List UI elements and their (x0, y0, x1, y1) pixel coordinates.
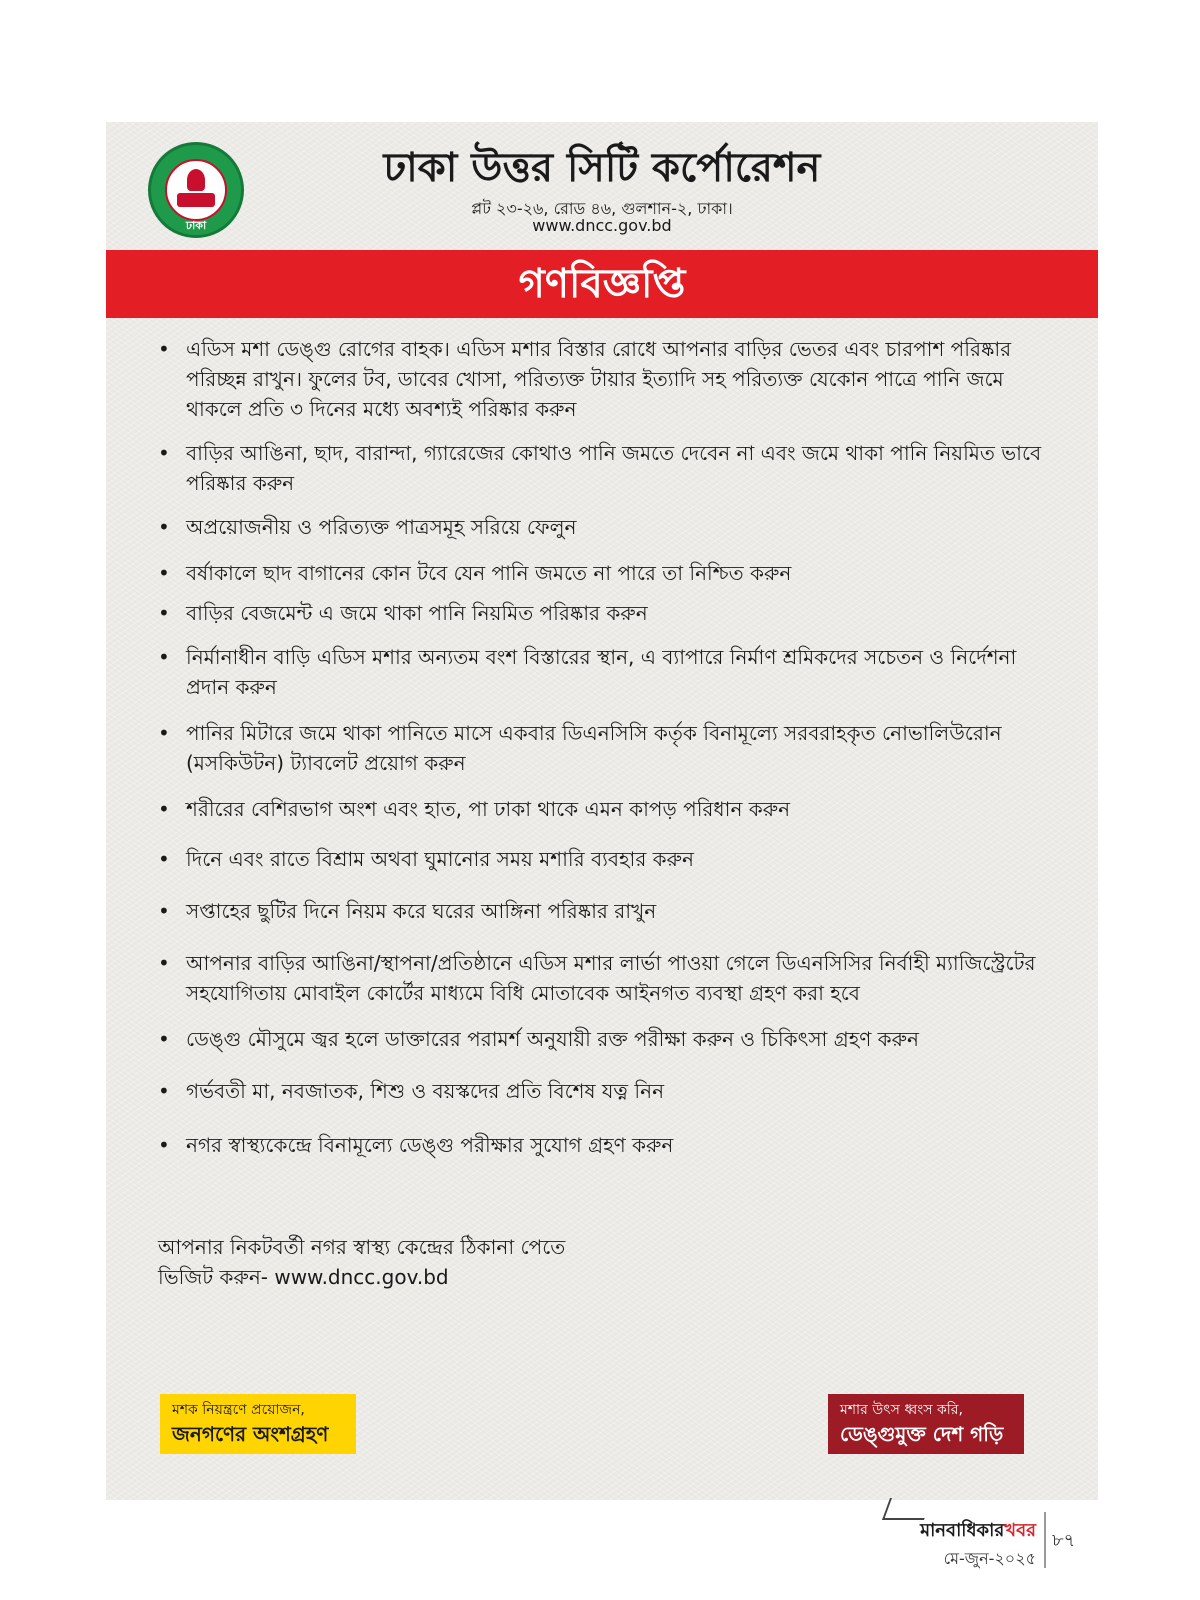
magazine-name (858, 1516, 1036, 1547)
slogan-right-line1: মশার উৎস ধ্বংস করি, (840, 1402, 963, 1418)
organization-title: ঢাকা উত্তর সিটি কর্পোরেশন (383, 145, 821, 191)
bullet-icon: • (158, 1027, 170, 1051)
list-item (158, 598, 1046, 628)
point-text: অপ্রয়োজনীয় ও পরিত্যক্ত পাত্রসমূহ সরিয়ে ফেলুন (186, 515, 577, 539)
slogan-badge-left (160, 1394, 356, 1454)
list-item (158, 1130, 1046, 1160)
slogan-badge-right (828, 1394, 1024, 1454)
bullet-icon: • (158, 1133, 170, 1157)
bullet-icon: • (158, 899, 170, 923)
point-text: বাড়ির আঙিনা, ছাদ, বারান্দা, গ্যারেজের কোথাও পানি জমতে দেবেন না এবং জমে থাকা পানি নিয়মিত ভাবে পরিষ্কার করুন (186, 441, 1042, 495)
point-text: বর্ষাকালে ছাদ বাগানের কোন টবে যেন পানি জমতে না পারে তা নিশ্চিত করুন (186, 561, 792, 585)
footer-note-line2: ভিজিট করুন- www.dncc.gov.bd (158, 1265, 449, 1289)
public-notice (106, 122, 1098, 1500)
magazine-issue-date: মে-জুন-২০২৫ (943, 1549, 1036, 1568)
notice-banner: গণবিজ্ঞপ্তি (106, 250, 1098, 318)
bullet-icon: • (158, 951, 170, 975)
point-text: ডেঙ্গু মৌসুমে জ্বর হলে ডাক্তারের পরামর্শ অনুযায়ী রক্ত পরীক্ষা করুন ও চিকিৎসা গ্রহণ করুন (186, 1027, 919, 1051)
list-item (158, 558, 1046, 588)
bullet-icon: • (158, 601, 170, 625)
bullet-icon: • (158, 337, 170, 361)
slogan-left-line1: মশক নিয়ন্ত্রণে প্রয়োজন, (172, 1402, 305, 1418)
bullet-icon: • (158, 797, 170, 821)
point-text: এডিস মশা ডেঙ্গু রোগের বাহক। এডিস মশার বিস্তার রোধে আপনার বাড়ির ভেতর এবং চারপাশ পরিষ্কার পরিচ্ছন্ন রাখুন। ফুলের টব, ডাবের খোসা, পরিত্যক্ত টায়ার ইত্যাদি সহ পরিত্যক্ত যেকোন পাত্রে পানি জমে থাকলে প্রতি ৩ দিনের মধ্যে অবশ্যই পরিষ্কার করুন (186, 337, 1012, 421)
footer-note-line1: আপনার নিকটবর্তী নগর স্বাস্থ্য কেন্দ্রের ঠিকানা পেতে (158, 1235, 566, 1259)
point-text: পানির মিটারে জমে থাকা পানিতে মাসে একবার ডিএনসিসি কর্তৃক বিনামূল্যে সরবরাহকৃত নোভালিউরোন (মসকিউটন) ট্যাবলেট প্রয়োগ করুন (186, 721, 1002, 775)
point-text: নগর স্বাস্থ্যকেন্দ্রে বিনামূল্যে ডেঙ্গু পরীক্ষার সুযোগ গ্রহণ করুন (186, 1133, 674, 1157)
list-item (158, 794, 1046, 824)
bullet-icon: • (158, 847, 170, 871)
list-item (158, 334, 1046, 424)
bullet-icon: • (158, 721, 170, 745)
bullet-icon: • (158, 441, 170, 465)
slogan-right-line2: ডেঙ্গুমুক্ত দেশ গড়ি (840, 1422, 1004, 1446)
bullet-icon: • (158, 515, 170, 539)
magazine-name-part2: খবর (1004, 1520, 1036, 1541)
organization-address: প্লট ২৩-২৬, রোড ৪৬, গুলশান-২, ঢাকা। (471, 199, 733, 218)
list-item (158, 642, 1046, 702)
magazine-name-part1: মানবাধিকার (920, 1520, 1005, 1541)
footer-divider (1044, 1512, 1046, 1568)
point-text: নির্মানাধীন বাড়ি এডিস মশার অন্যতম বংশ বিস্তারের স্থান, এ ব্যাপারে নির্মাণ শ্রমিকদের সচেতন ও নির্দেশনা প্রদান করুন (186, 645, 1017, 699)
page-number: ৮৭ (1052, 1530, 1076, 1551)
bullet-icon: • (158, 1079, 170, 1103)
point-text: আপনার বাড়ির আঙিনা/স্থাপনা/প্রতিষ্ঠানে এডিস মশার লার্ভা পাওয়া গেলে ডিএনসিসির নির্বাহী ম্যাজিস্ট্রেটের সহযোগিতায় মোবাইল কোর্টের মাধ্যমে বিধি মোতাবেক আইনগত ব্যবস্থা গ্রহণ করা হবে (186, 951, 1036, 1005)
point-text: বাড়ির বেজমেন্ট এ জমে থাকা পানি নিয়মিত পরিষ্কার করুন (186, 601, 648, 625)
organization-website: www.dncc.gov.bd (532, 216, 672, 235)
logo-text: ঢাকা (185, 219, 207, 232)
point-text: সপ্তাহের ছুটির দিনে নিয়ম করে ঘরের আঙ্গিনা পরিষ্কার রাখুন (186, 899, 657, 923)
list-item (158, 438, 1046, 498)
footer-note (158, 1232, 758, 1292)
list-item (158, 718, 1046, 778)
slogan-left-line2: জনগণের অংশগ্রহণ (172, 1422, 329, 1446)
list-item (158, 1024, 1046, 1054)
bullet-icon: • (158, 561, 170, 585)
list-item (158, 948, 1046, 1008)
list-item (158, 512, 1046, 542)
list-item (158, 896, 1046, 926)
point-text: দিনে এবং রাতে বিশ্রাম অথবা ঘুমানোর সময় মশারি ব্যবহার করুন (186, 847, 694, 871)
point-text: গর্ভবতী মা, নবজাতক, শিশু ও বয়স্কদের প্রতি বিশেষ যত্ন নিন (186, 1079, 665, 1103)
list-item (158, 844, 1046, 874)
point-text: শরীরের বেশিরভাগ অংশ এবং হাত, পা ঢাকা থাকে এমন কাপড় পরিধান করুন (186, 797, 791, 821)
bullet-icon: • (158, 645, 170, 669)
list-item (158, 1076, 1046, 1106)
